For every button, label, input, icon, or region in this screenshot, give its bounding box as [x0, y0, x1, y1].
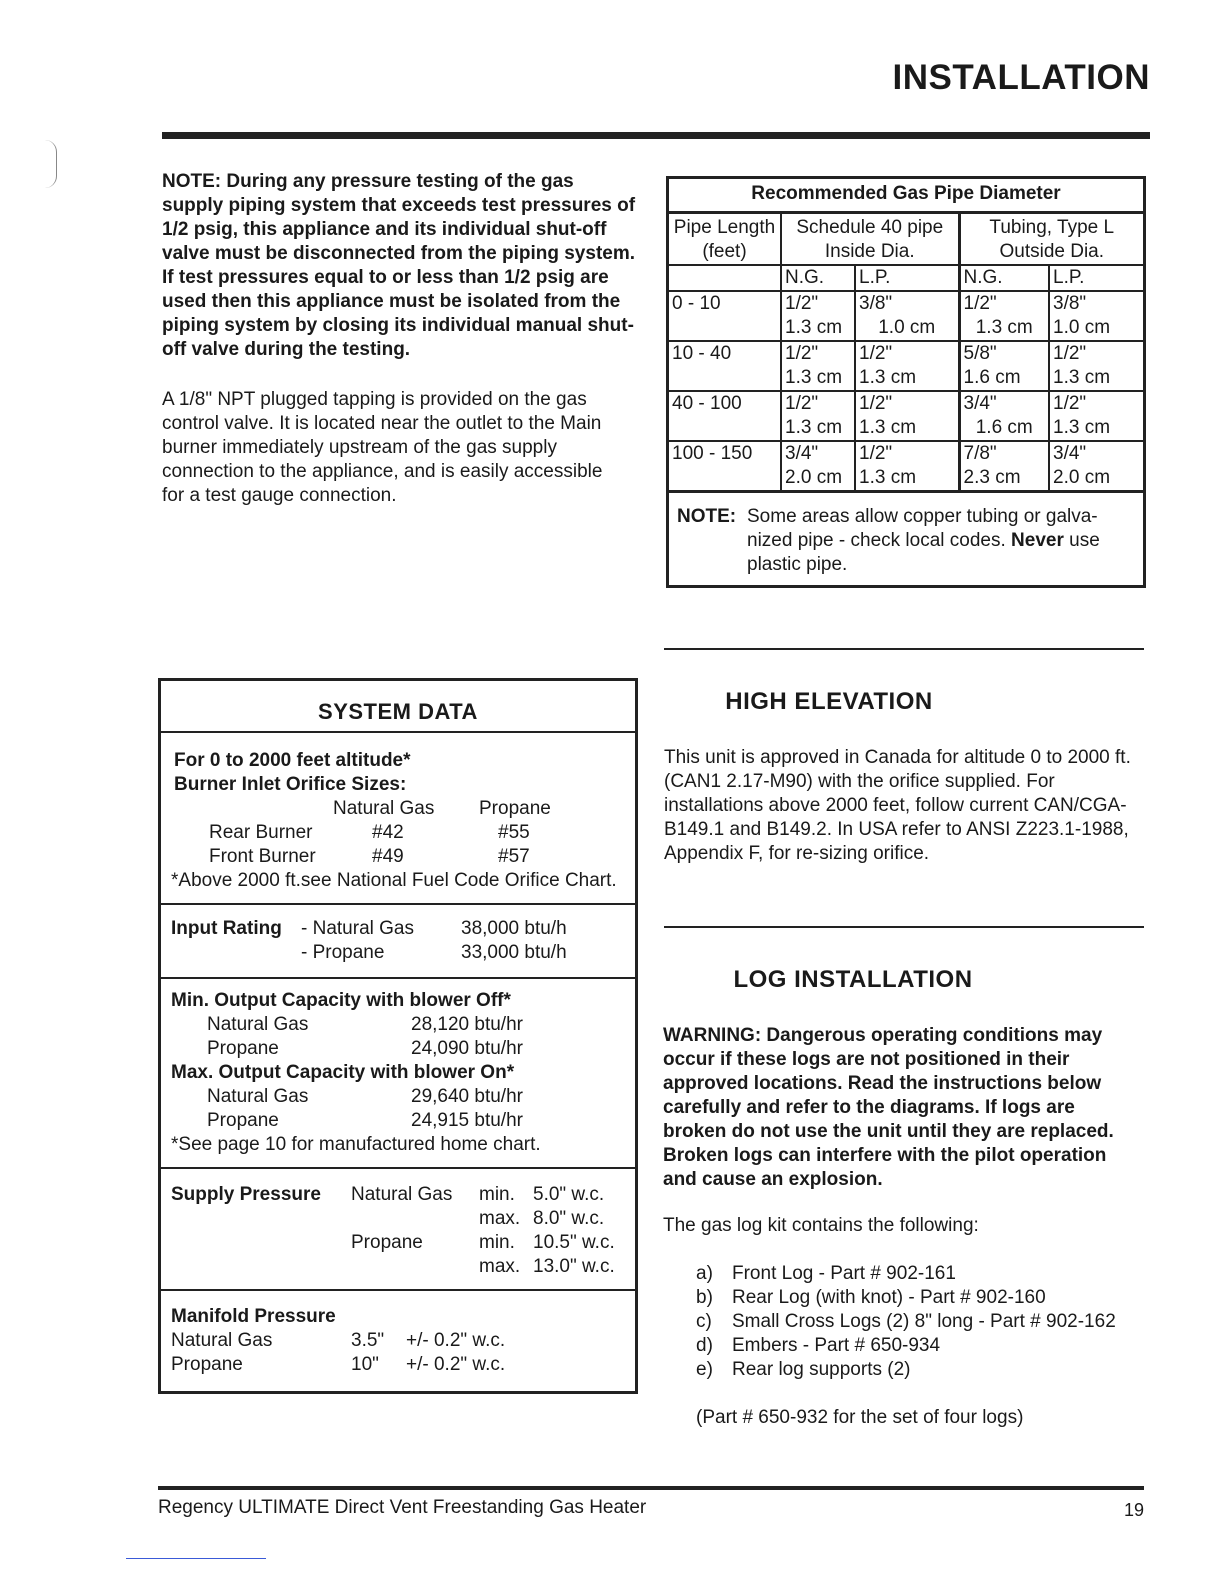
footer-rule [158, 1486, 1144, 1490]
header-schedule-dia: Inside Dia. [824, 241, 915, 262]
note-text: Some areas allow copper tubing or galva-nized pipe - check local codes. [747, 506, 1098, 551]
header-length: Pipe Length [673, 217, 776, 238]
manifold-ng-tolerance: +/- 0.2" w.c. [406, 1330, 506, 1351]
list-item: a) Front Log - Part # 902-161 [696, 1263, 956, 1284]
cell-value: 1/2" [785, 343, 819, 364]
output-note: *See page 10 for manufactured home chart. [171, 1134, 541, 1155]
input-ng-label: - Natural Gas [301, 918, 414, 939]
max-output-heading: Max. Output Capacity with blower On* [171, 1062, 515, 1083]
table-header-row [669, 214, 1143, 265]
cell-metric: 1.3 cm [859, 467, 917, 488]
input-lp-label: - Propane [301, 942, 385, 963]
page-title: INSTALLATION [892, 58, 1150, 97]
subheader-ng: N.G. [781, 265, 855, 291]
cell-metric: 1.6 cm [963, 367, 1021, 388]
min-lp-label: Propane [207, 1038, 279, 1059]
section-divider [664, 926, 1144, 928]
supply-ng-label: Natural Gas [351, 1184, 453, 1205]
cell-value: 7/8" [963, 443, 997, 464]
system-data-title: SYSTEM DATA [161, 681, 635, 733]
log-warning: WARNING: Dangerous operating conditions may occur if these logs are not positioned in their approved locations. Read the instructions below carefully and refer to the diagrams. If logs are broken do not use the unit until they are replaced. Broken logs can interfere with the pilot operation and cause an explosion. [663, 1025, 1114, 1190]
log-kit-intro: The gas log kit contains the following: [663, 1215, 979, 1236]
cell-metric: 2.0 cm [785, 467, 843, 488]
manifold-lp-value: 10" [351, 1354, 379, 1375]
manifold-ng-value: 3.5" [351, 1330, 385, 1351]
header-length-unit: (feet) [702, 241, 747, 262]
subheader-lp: L.P. [855, 265, 959, 291]
rear-burner-label: Rear Burner [209, 822, 313, 843]
table-row [669, 291, 1143, 341]
high-elevation-text: This unit is approved in Canada for altitude 0 to 2000 ft. (CAN1 2.17-M90) with the orifice supplied. For installations above 2000 feet, follow current CAN/CGA-B149.1 and B149.2. In USA refer to ANSI Z223.1-1988, Appendix F, for re-sizing orifice. [664, 747, 1131, 864]
rear-burner-ng: #42 [372, 822, 404, 843]
cell-metric: 1.3 cm [975, 317, 1033, 338]
note-label: NOTE: [677, 506, 737, 527]
orifice-section [161, 733, 635, 905]
cell-metric: 2.0 cm [1053, 467, 1111, 488]
cell-length: 10 - 40 [672, 343, 732, 364]
header-tubing: Tubing, Type L [989, 217, 1115, 238]
table-row [669, 391, 1143, 441]
cell-metric: 1.3 cm [785, 367, 843, 388]
supply-ng-min: 5.0" w.c. [533, 1184, 605, 1205]
min-ng-label: Natural Gas [207, 1014, 309, 1035]
header-schedule: Schedule 40 pipe [796, 217, 944, 238]
list-item: b) Rear Log (with knot) - Part # 902-160 [696, 1287, 1046, 1308]
cell-value: 1/2" [1053, 393, 1087, 414]
front-burner-label: Front Burner [209, 846, 316, 867]
pressure-testing-note: NOTE: During any pressure testing of the gas supply piping system that exceeds test pressures of 1/2 psig, this appliance and its individual shut-off valve must be disconnected from the piping system. If test pressures equal to or less than 1/2 psig are used then this appliance must be isolated from the piping system by closing its individual manual shut-off valve during the testing. [162, 171, 636, 360]
cell-value: 3/4" [963, 393, 997, 414]
supply-lp-label: Propane [351, 1232, 423, 1253]
manifold-lp-label: Propane [171, 1354, 243, 1375]
tapping-paragraph: A 1/8" NPT plugged tapping is provided on the gas control valve. It is located near the outlet to the Main burner immediately upstream of the gas supply connection to the appliance, and is easily accessible for a test gauge connection. [162, 389, 603, 506]
input-rating-section [161, 905, 635, 979]
supply-lp-max: 13.0" w.c. [533, 1256, 615, 1277]
cell-metric: 1.3 cm [1053, 367, 1111, 388]
table-row [669, 441, 1143, 490]
cell-value: 3/4" [785, 443, 819, 464]
system-data-box [158, 678, 638, 1394]
manifold-pressure-label: Manifold Pressure [171, 1306, 336, 1327]
cell-metric: 1.3 cm [859, 417, 917, 438]
header-tubing-dia: Outside Dia. [999, 241, 1105, 262]
altitude-note: *Above 2000 ft.see National Fuel Code Orifice Chart. [171, 870, 617, 891]
subheader-ng: N.G. [959, 265, 1049, 291]
cell-metric: 1.6 cm [975, 417, 1033, 438]
cell-value: 1/2" [859, 343, 893, 364]
subheader-lp: L.P. [1049, 265, 1143, 291]
list-item: e) Rear log supports (2) [696, 1359, 911, 1380]
page-number: 19 [1123, 1500, 1144, 1520]
manifold-pressure-section [161, 1291, 635, 1391]
high-elevation-title: HIGH ELEVATION [725, 688, 933, 715]
cell-metric: 1.3 cm [1053, 417, 1111, 438]
cell-value: 3/8" [859, 293, 893, 314]
log-set-note: (Part # 650-932 for the set of four logs) [696, 1407, 1024, 1428]
orifice-heading: Burner Inlet Orifice Sizes: [174, 774, 407, 795]
cell-value: 1/2" [785, 393, 819, 414]
cell-metric: 2.3 cm [963, 467, 1021, 488]
max-ng-label: Natural Gas [207, 1086, 309, 1107]
log-kit-list [696, 1262, 1144, 1382]
col-propane: Propane [479, 798, 551, 819]
min-lp-value: 24,090 btu/hr [411, 1038, 523, 1059]
min-output-heading: Min. Output Capacity with blower Off* [171, 990, 511, 1011]
cell-value: 1/2" [859, 443, 893, 464]
cell-value: 1/2" [963, 293, 997, 314]
max-lp-label: Propane [207, 1110, 279, 1131]
input-rating-label: Input Rating [171, 918, 282, 939]
cell-length: 40 - 100 [672, 393, 742, 414]
cell-value: 1/2" [1053, 343, 1087, 364]
note-emphasis: Never [1011, 530, 1064, 551]
max-ng-value: 29,640 btu/hr [411, 1086, 523, 1107]
cell-metric: 1.0 cm [878, 317, 936, 338]
supply-pressure-section [161, 1169, 635, 1291]
rear-burner-lp: #55 [498, 822, 530, 843]
supply-lp-min: 10.5" w.c. [533, 1232, 615, 1253]
front-burner-ng: #49 [372, 846, 404, 867]
min-ng-value: 28,120 btu/hr [411, 1014, 523, 1035]
table-row [669, 341, 1143, 391]
input-ng-value: 38,000 btu/h [461, 918, 567, 939]
log-installation-title: LOG INSTALLATION [733, 966, 973, 993]
bottom-link-line [126, 1558, 266, 1559]
cell-metric: 1.3 cm [859, 367, 917, 388]
cell-metric: 1.3 cm [785, 317, 843, 338]
supply-ng-max: 8.0" w.c. [533, 1208, 605, 1229]
max-word: max. [479, 1256, 521, 1277]
cell-metric: 1.3 cm [785, 417, 843, 438]
cell-value: 1/2" [859, 393, 893, 414]
supply-pressure-label: Supply Pressure [171, 1184, 321, 1205]
table-caption: Recommended Gas Pipe Diameter [669, 179, 1143, 214]
output-capacity-section [161, 979, 635, 1169]
min-word: min. [479, 1232, 515, 1253]
min-word: min. [479, 1184, 515, 1205]
input-lp-value: 33,000 btu/h [461, 942, 567, 963]
max-word: max. [479, 1208, 521, 1229]
front-burner-lp: #57 [498, 846, 530, 867]
cell-metric: 1.0 cm [1053, 317, 1111, 338]
note-text-end: use plastic pipe. [747, 530, 1100, 575]
altitude-heading: For 0 to 2000 feet altitude* [174, 750, 411, 771]
manifold-ng-label: Natural Gas [171, 1330, 273, 1351]
cell-value: 5/8" [963, 343, 997, 364]
cell-value: 1/2" [785, 293, 819, 314]
list-item: d) Embers - Part # 650-934 [696, 1335, 941, 1356]
cell-length: 0 - 10 [672, 293, 721, 314]
col-natural-gas: Natural Gas [333, 798, 435, 819]
gas-pipe-table [666, 176, 1146, 588]
list-item: c) Small Cross Logs (2) 8" long - Part # 902-162 [696, 1311, 1116, 1332]
header-rule [162, 132, 1150, 139]
max-lp-value: 24,915 btu/hr [411, 1110, 523, 1131]
margin-mark [44, 140, 57, 188]
manifold-lp-tolerance: +/- 0.2" w.c. [406, 1354, 506, 1375]
footer-product-name: Regency ULTIMATE Direct Vent Freestanding Gas Heater [158, 1497, 647, 1518]
cell-length: 100 - 150 [672, 443, 753, 464]
section-divider [664, 648, 1144, 650]
cell-value: 3/8" [1053, 293, 1087, 314]
table-subheader-row [669, 265, 1143, 291]
cell-value: 3/4" [1053, 443, 1087, 464]
pipe-table-note [669, 490, 1143, 585]
